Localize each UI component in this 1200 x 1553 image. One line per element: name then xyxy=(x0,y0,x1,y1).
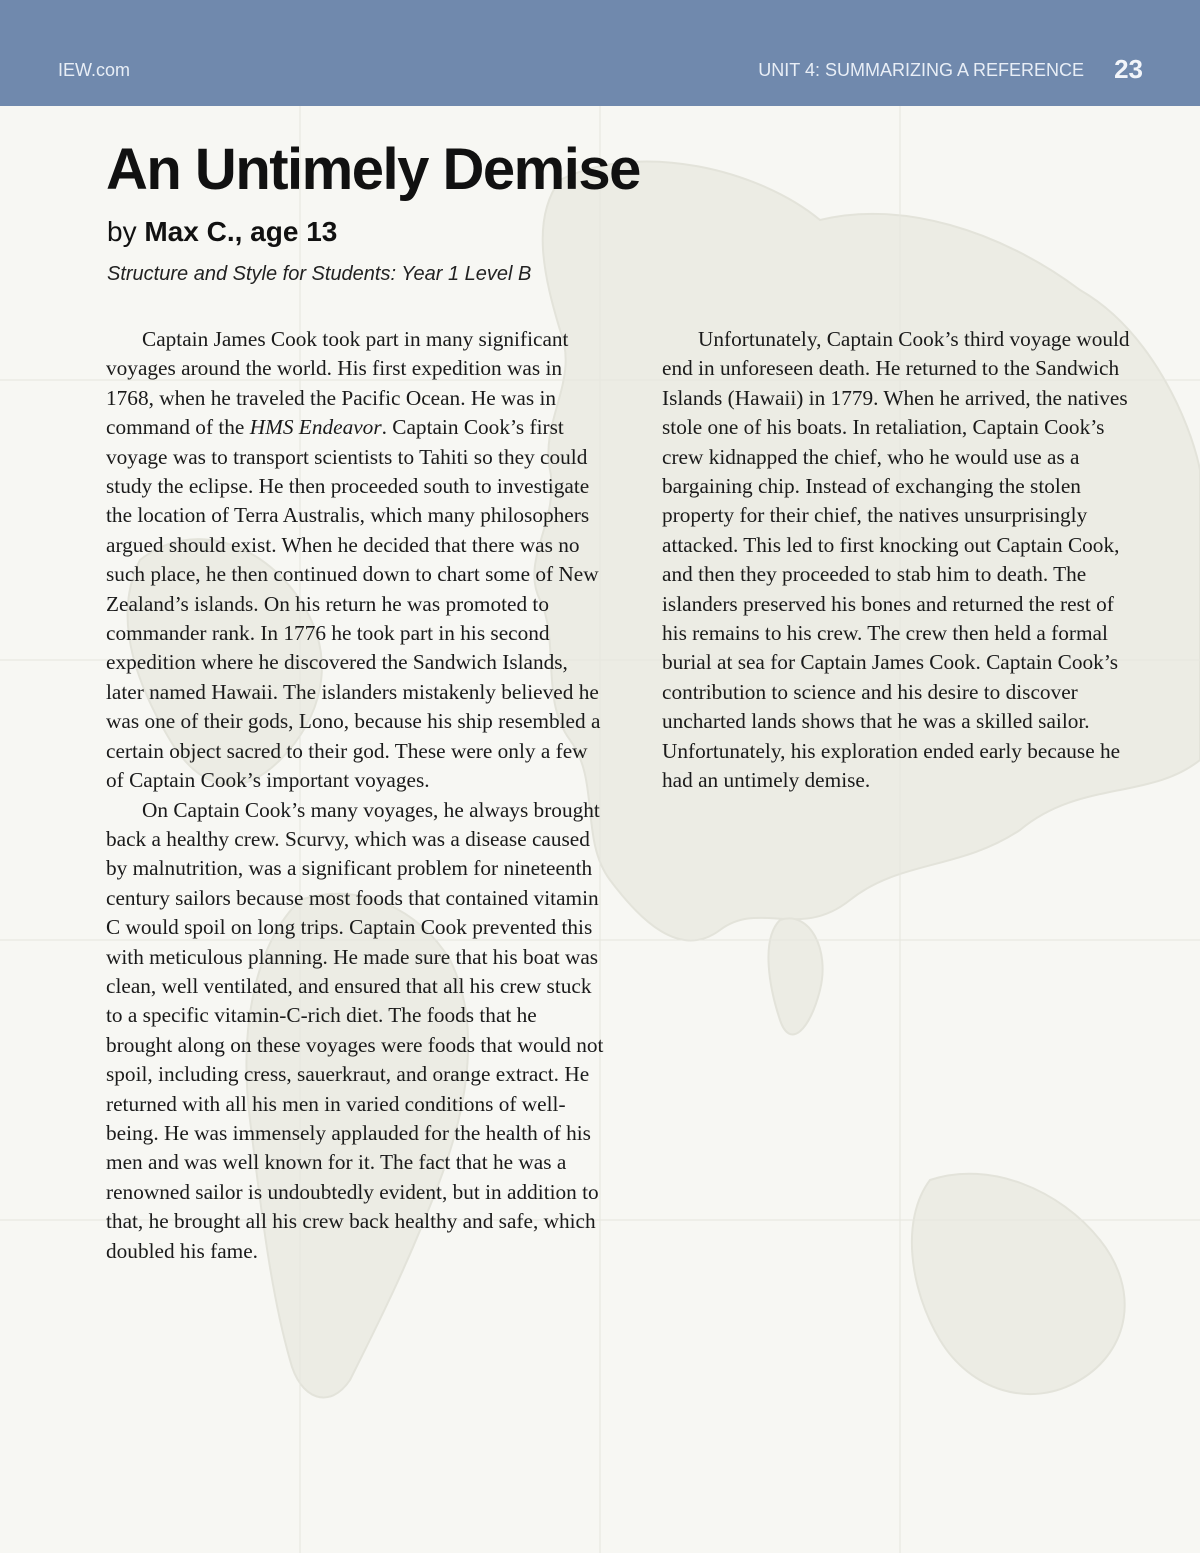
paragraph-3: Unfortunately, Captain Cook’s third voyage would end in unforeseen death. He returned to the Sandwich Islands (Hawaii) in 1779. When he arrived, the natives stole one of his boats. In retaliation, Captain Cook’s crew kidnapped the chief, who he would use as a bargaining chip. Instead of exchanging the stolen property for their chief, the natives unsurprisingly attacked. This led to first knocking out Captain Cook, and then they proceeded to stab him to death. The islanders preserved his bones and returned the rest of his remains to his crew. The crew then held a formal burial at sea for Captain James Cook. Captain Cook’s contribution to science and his desire to discover uncharted lands shows that he was a skilled sailor. Unfortunately, his exploration ended early because he had an untimely demise. xyxy=(662,327,1130,793)
author-name: Max C., age 13 xyxy=(144,216,338,247)
site-name[interactable]: IEW.com xyxy=(58,60,131,80)
right-column xyxy=(662,325,1142,796)
unit-title: UNIT 4: SUMMARIZING A REFERENCE xyxy=(758,60,1084,80)
paragraph-1 xyxy=(106,325,606,796)
article-title: An Untimely Demise xyxy=(106,137,640,202)
paragraph-1-text-a: Captain James Cook took part in many significant voyages around the world. His first expedition was in 1768, when he traveled the Pacific Ocean. He was in command of the xyxy=(106,327,569,440)
source-line: Structure and Style for Students: Year 1 Level B xyxy=(107,263,532,285)
page-header xyxy=(0,0,1200,106)
left-column xyxy=(106,325,606,1266)
byline xyxy=(107,216,337,248)
page-number: 23 xyxy=(1114,54,1143,84)
ship-name: HMS Endeavor xyxy=(249,415,382,440)
paragraph-2: On Captain Cook’s many voyages, he always brought back a healthy crew. Scurvy, which was a disease caused by malnutrition, was a significant problem for nineteenth century sailors because most foods that contained vitamin C would spoil on long trips. Captain Cook prevented this with meticulous planning. He made sure that his boat was clean, well ventilated, and ensured that all his crew stuck to a specific vitamin-C-rich diet. The foods that he brought along on these voyages were foods that would not spoil, including cress, sauerkraut, and orange extract. He returned with all his men in varied conditions of well-being. He was immensely applauded for the health of his men and was well known for it. The fact that he was a renowned sailor is undoubtedly evident, but in addition to that, he brought all his crew back healthy and safe, which doubled his fame. xyxy=(106,797,604,1263)
paragraph-1-text-b: . Captain Cook’s first voyage was to transport scientists to Tahiti so they could study the eclipse. He then proceeded south to investigate the location of Terra Australis, which many philosophers argued should exist. When he decided that there was no such place, he then continued down to chart some of New Zealand’s islands. On his return he was promoted to commander rank. In 1776 he took part in his second expedition where he discovered the Sandwich Islands, later named Hawaii. The islanders mistakenly believed he was one of their gods, Lono, because his ship resembled a certain object sacred to their god. These were only a few of Captain Cook’s important voyages. xyxy=(106,415,601,793)
byline-prefix: by xyxy=(107,216,137,247)
